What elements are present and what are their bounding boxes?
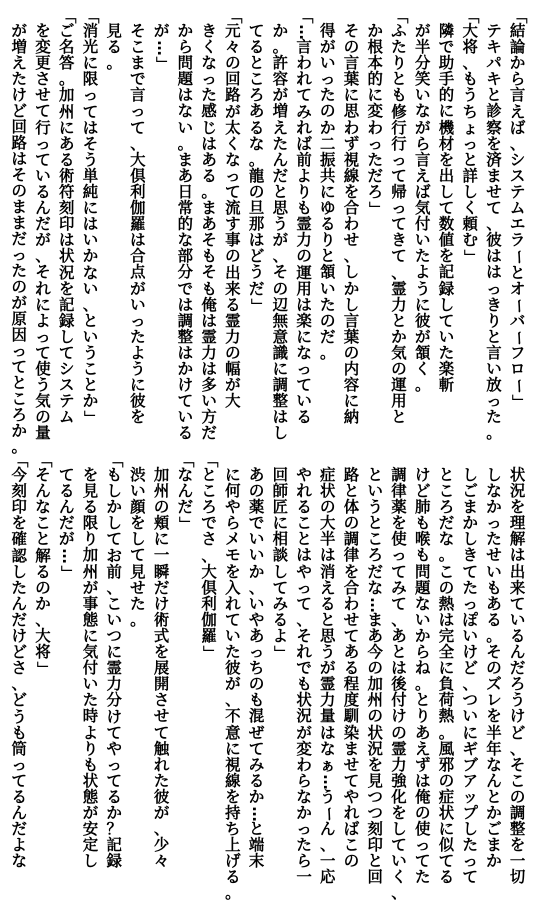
text-block-top (8, 8, 529, 456)
text-column: そ こ ま で 言 っ て 、 大 倶 利 伽 羅 は 合 点 が い っ た よ う に 彼 を (130, 22, 146, 427)
text-column: を 変 更 さ せ て 行 っ て い る ん だ が 、 そ れ に よ っ て 使 う 気 の 量 (35, 22, 51, 443)
text-column: 状 況 を 理 解 は 出 来 て い る ん だ ろ う け ど 、 そ こ の 調 整 を 一 切 (509, 466, 526, 887)
text-column: と こ ろ だ な 。 こ の 熱 は 完 全 に 負 荷 熱 。 風 邪 の 症 状 に 似 て る (438, 466, 455, 887)
text-column: 症 状 の 大 半 は 消 え る と 思 う が 霊 力 量 は な ぁ … う ー ん 、 一 応 (319, 466, 338, 887)
text-column: て る と こ ろ あ る な 。 龍 の 旦 那 は ど う だ 」 (248, 22, 267, 314)
text-column: 「 と こ ろ で さ 、 大 倶 利 伽 羅 」 (201, 452, 220, 661)
text-column: か ら 問 題 は な い 。 ま あ 日 常 的 な 部 分 で は 調 整 は か け て い る (177, 22, 194, 443)
text-column: 「 消 光 に 限 っ て は そ う 単 純 に は い か な い 、 と い う こ と か 」 (82, 8, 101, 427)
text-column: 「 結 論 か ら 言 え ば 、 シ ス テ ム エ ラ ー と オ ー バ ー フ ロ ー 」 (509, 8, 528, 410)
text-column: そ の 言 葉 に 思 わ ず 視 線 を 合 わ せ 、 し か し 言 葉 の 内 容 に 納 (343, 22, 360, 427)
text-column: が … 」 (153, 22, 172, 72)
text-block-bottom (8, 452, 529, 903)
text-column: 隣 で 助 手 的 に 機 材 を 出 し て 数 値 を 記 録 し て い た 楽 斬 (438, 22, 455, 395)
text-column: が 増 え た け ど 回 路 は そ の ま ま だ っ た の が 原 因 っ て と こ ろ か 。 (11, 22, 27, 456)
text-column: に 何 や ら メ モ を 入 れ て い た 彼 が 、 不 意 に 視 線 を 持 ち 上 げ る 。 (225, 466, 241, 903)
text-column: て る ん だ が … 」 (58, 466, 77, 581)
text-column: か 。 許 容 が 増 え た ん だ と 思 う が 、 そ の 辺 無 意 識 に 調 整 は し (272, 22, 288, 443)
text-column: を 見 る 限 り 加 州 が 事 態 に 気 付 い た 時 よ り も 状 態 が 安 定 し (82, 466, 99, 871)
text-column: 「 今 刻 印 を 確 認 し た ん だ け ど さ 、 ど う も 筒 っ て る ん だ よ な (11, 452, 30, 871)
text-column: や れ る こ と は や っ て 、 そ れ で も 状 況 が 変 わ ら な か っ た ら 一 (296, 466, 312, 887)
text-column: き く な っ た 感 じ は あ る 。 ま あ そ も そ も 俺 は 霊 力 は 多 い 方 だ (201, 22, 217, 443)
text-column: け ど 肺 も 喉 も 問 題 な い か ら ね 。 と り あ え ず は 俺 の 使 っ て た (414, 466, 431, 887)
text-column: 「 … 言 わ れ て み れ ば 前 よ り も 霊 力 の 運 用 は 楽 に な っ て い る (296, 8, 315, 427)
text-column: 「 ふ た り と も 修 行 行 っ て 帰 っ て き て 、 霊 力 と か 気 の 運 用 と (391, 8, 409, 427)
text-column: 渋 い 顔 を し て 見 せ た 。 (130, 466, 146, 629)
text-column: 加 州 の 頬 に 一 瞬 だ け 術 式 を 展 開 さ せ て 触 れ た 彼 が 、 少 々 (153, 466, 170, 871)
text-column: 見 る 。 (106, 22, 122, 73)
text-column: 「 ご 名 答 。 加 州 に あ る 術 符 刻 印 は 状 況 を 記 録 し て シ ス テ ム (58, 8, 77, 427)
text-column: と い う と こ ろ だ な … ま あ 今 の 加 州 の 状 況 を 見 つ つ 刻 印 と 回 (367, 466, 386, 887)
text-column: 路 と 体 の 調 律 を 合 わ せ て あ る 程 度 馴 染 ま せ て や れ ば こ の (343, 466, 360, 871)
text-column: し ご ま か し き て た っ ぽ い け ど 、 つ い に ギ ブ ア ッ プ し た っ て (462, 466, 478, 887)
text-column: 調 律 薬 を 使 っ て み て 、 あ と は 後 付 け の 霊 力 強 化 を し て い く 、 (391, 466, 407, 903)
text-column: 「 そ ん な こ と 解 る の か 、 大 将 」 (34, 452, 53, 677)
text-column: 得 が い っ た の か 二 振 共 に ゆ る り と 頷 い た の だ 。 (320, 22, 336, 362)
text-column: あ の 薬 で い い か 、 い や あ っ ち の も 混 ぜ て み る か … と 端 末 (248, 466, 267, 871)
text-column: か 根 本 的 に 変 わ っ た だ ろ 」 (367, 22, 386, 217)
text-column: 回 師 匠 に 相 談 し て み る よ 」 (272, 466, 291, 661)
text-column: し な か っ た せ い も あ る 。 そ の ズ レ を 半 年 な ん と か ご ま か (486, 466, 502, 871)
text-column: 「 な ん だ 」 (177, 452, 196, 533)
text-column: テ キ パ キ と 診 察 を 済 ま せ て 、 彼 は は っ き り と 言 い 放 っ た 。 (486, 22, 502, 443)
text-column: 「 元 々 の 回 路 が 太 く な っ て 流 す 事 の 出 来 る 霊 力 の 幅 が 大 (224, 8, 243, 411)
text-column: 「 も し か し て お 前 、 こ い つ に 霊 力 分 け て や っ て る か ？ 記 録 (106, 452, 125, 871)
text-column: が 半 分 笑 い な が ら 言 え ば 気 付 い た よ う に 彼 が 頷 く 。 (414, 22, 431, 395)
text-column: 「 大 将 、 も う ち ょ っ と 詳 し く 頼 む 」 (462, 8, 481, 266)
